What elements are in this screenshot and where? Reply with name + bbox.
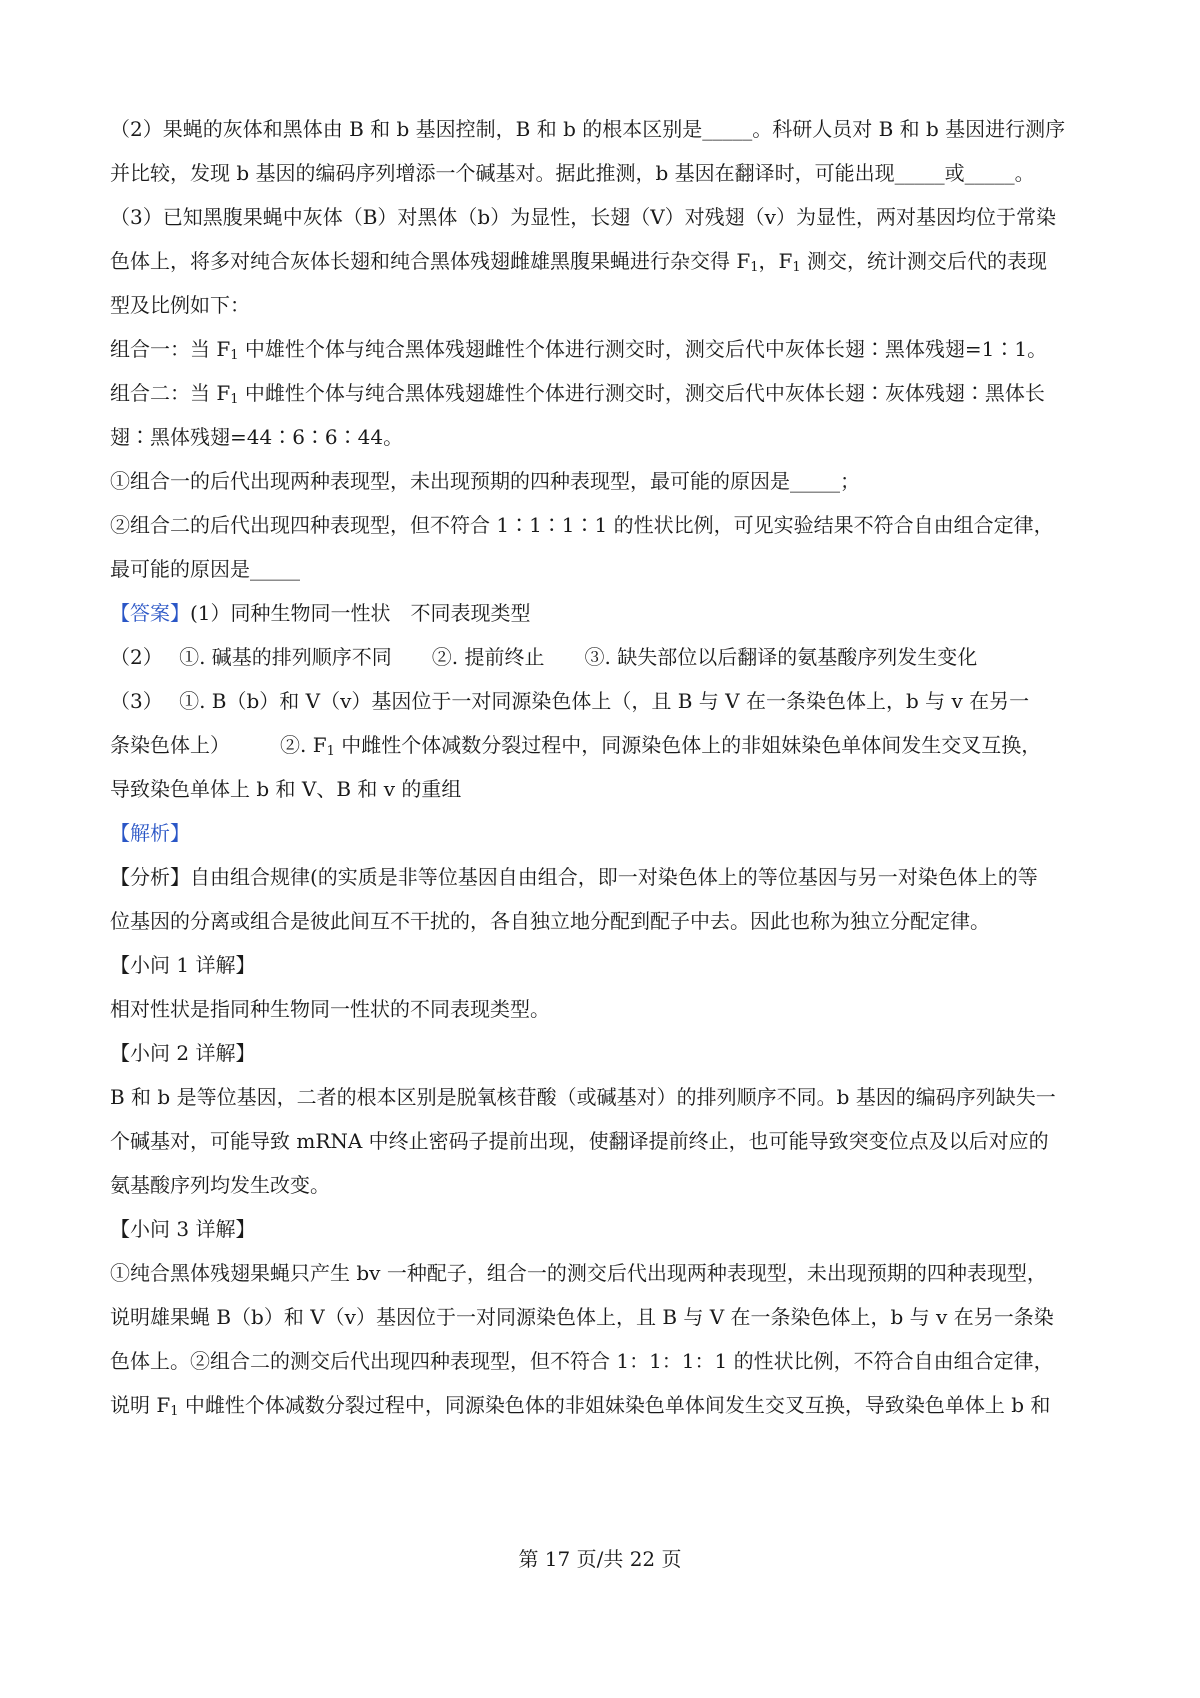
analysis-intro-line-2: 位基因的分离或组合是彼此间互不干扰的，各自独立地分配到配子中去。因此也称为独立分配定律。 <box>110 909 990 933</box>
sub-question-1: ①组合一的后代出现两种表现型，未出现预期的四种表现型，最可能的原因是_____； <box>110 469 860 493</box>
answer-line-1: 【答案】(1）同种生物同一性状 不同表现类型 <box>110 601 531 625</box>
question-2-line-2: 并比较，发现 b 基因的编码序列增添一个碱基对。据此推测，b 基因在翻译时，可能出现_____或_____。 <box>110 161 1035 185</box>
answer-line-2: （2） ①. 碱基的排列顺序不同 ②. 提前终止 ③. 缺失部位以后翻译的氨基酸序列发生变化 <box>110 645 978 669</box>
analysis-label: 【解析】 <box>110 821 190 845</box>
question-2-line-1: （2）果蝇的灰体和黑体由 B 和 b 基因控制，B 和 b 的根本区别是_____。科研人员对 B 和 b 基因进行测序 <box>110 117 1066 141</box>
detail-3-line-3: 色体上。②组合二的测交后代出现四种表现型，但不符合 1：1：1：1 的性状比例，不符合自由组合定律， <box>110 1349 1054 1373</box>
detail-2-line-3: 氨基酸序列均发生改变。 <box>110 1173 330 1197</box>
page-number: 第 17 页/共 22 页 <box>518 1547 682 1571</box>
question-3-line-2: 色体上，将多对纯合灰体长翅和纯合黑体残翅雌雄黑腹果蝇进行杂交得 $F_1$，$F_1$ 测交，统计测交后代的表现 <box>110 249 1048 274</box>
detail-3-line-4: 说明 $F_1$ 中雌性个体减数分裂过程中，同源染色体的非姐妹染色单体间发生交叉互换，导致染色单体上 b 和 <box>110 1393 1051 1418</box>
detail-2-title: 【小问 2 详解】 <box>110 1041 256 1065</box>
detail-3-line-2: 说明雄果蝇 B（b）和 V（v）基因位于一对同源染色体上，且 B 与 V 在一条染色体上，b 与 v 在另一条染 <box>110 1305 1054 1329</box>
answer-line-5: 导致染色单体上 b 和 V、B 和 v 的重组 <box>110 777 462 801</box>
question-3-line-3: 型及比例如下： <box>110 293 250 317</box>
detail-1-text: 相对性状是指同种生物同一性状的不同表现类型。 <box>110 997 550 1021</box>
sub-question-2-line-2: 最可能的原因是_____ <box>110 557 300 581</box>
answer-label: 【答案】 <box>110 601 190 625</box>
analysis-intro-line-1: 【分析】自由组合规律(的实质是非等位基因自由组合，即一对染色体上的等位基因与另一对染色体上的等 <box>110 865 1038 889</box>
answer-line-3: （3） ①. B（b）和 V（v）基因位于一对同源染色体上（，且 B 与 V 在一条染色体上，b 与 v 在另一 <box>110 689 1030 713</box>
group-1-line: 组合一：当 $F_1$ 中雄性个体与纯合黑体残翅雌性个体进行测交时，测交后代中灰体长翅∶黑体残翅=1∶1。 <box>110 337 1048 362</box>
detail-3-line-1: ①纯合黑体残翅果蝇只产生 bv 一种配子，组合一的测交后代出现两种表现型，未出现预期的四种表现型， <box>110 1261 1047 1285</box>
question-3-line-1: （3）已知黑腹果蝇中灰体（B）对黑体（b）为显性，长翅（V）对残翅（v）为显性，两对基因均位于常染 <box>110 205 1056 229</box>
detail-1-title: 【小问 1 详解】 <box>110 953 256 977</box>
sub-question-2-line-1: ②组合二的后代出现四种表现型，但不符合 1∶1∶1∶1 的性状比例，可见实验结果不符合自由组合定律， <box>110 513 1054 537</box>
detail-2-line-1: B 和 b 是等位基因，二者的根本区别是脱氧核苷酸（或碱基对）的排列顺序不同。b 基因的编码序列缺失一 <box>110 1085 1056 1109</box>
detail-2-line-2: 个碱基对，可能导致 mRNA 中终止密码子提前出现，使翻译提前终止，也可能导致突变位点及以后对应的 <box>110 1129 1049 1153</box>
detail-3-title: 【小问 3 详解】 <box>110 1217 256 1241</box>
group-2-line-2: 翅∶黑体残翅=44∶6∶6∶44。 <box>110 425 404 449</box>
answer-line-4: 条染色体上） ②. $F_1$ 中雌性个体减数分裂过程中，同源染色体上的非姐妹染色单体间发生交叉互换， <box>110 733 1042 758</box>
group-2-line-1: 组合二：当 $F_1$ 中雌性个体与纯合黑体残翅雄性个体进行测交时，测交后代中灰体长翅∶灰体残翅∶黑体长 <box>110 381 1045 406</box>
